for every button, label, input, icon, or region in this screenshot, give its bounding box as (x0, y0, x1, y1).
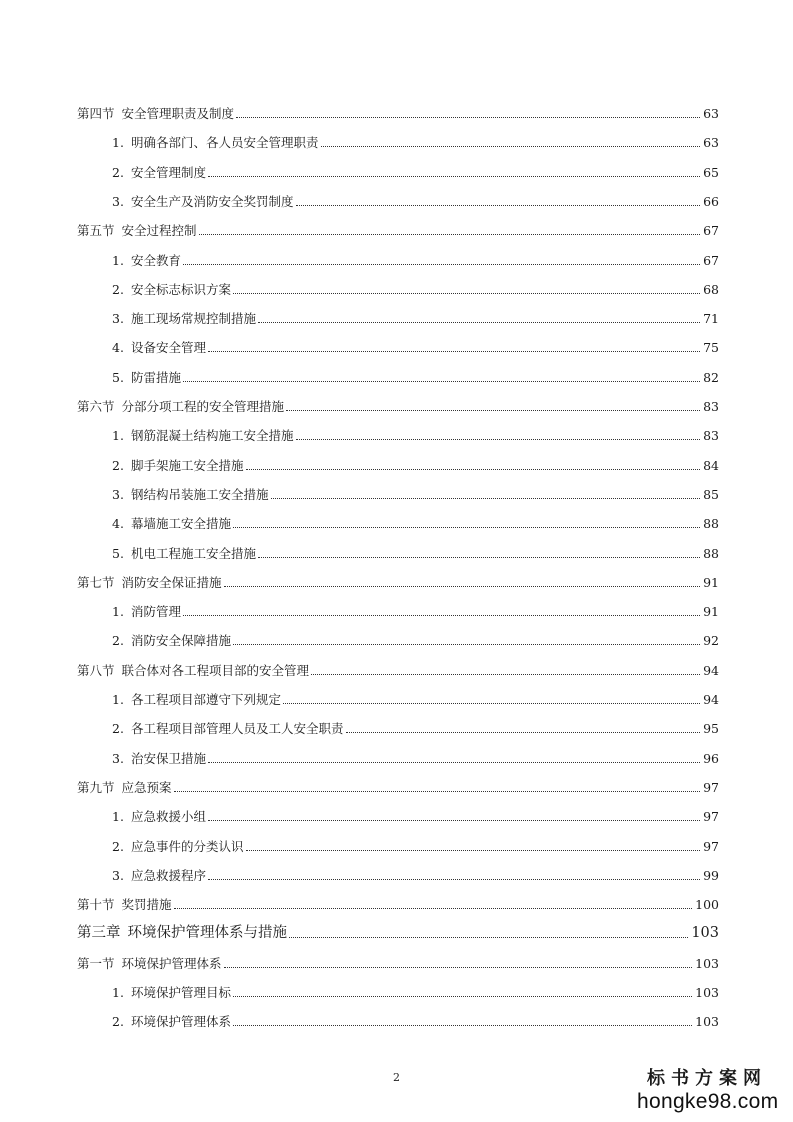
toc-entry-section (77, 897, 719, 913)
toc-entry-page: 85 (703, 486, 719, 502)
toc-entry-number: 第七节 (77, 574, 115, 590)
toc-entry-number: 1. (112, 809, 124, 825)
toc-entry-number: 第五节 (77, 223, 115, 239)
toc-entry-page: 71 (703, 311, 719, 327)
toc-entry-section (77, 575, 719, 591)
toc-entry-number: 2. (112, 281, 124, 297)
toc-entry-number: 4. (112, 340, 124, 356)
toc-entry-page: 94 (703, 662, 719, 678)
toc-entry-number: 第四节 (77, 106, 115, 121)
dot-leader (296, 438, 701, 440)
dot-leader (208, 878, 700, 880)
dot-leader (233, 995, 692, 997)
dot-leader (296, 204, 701, 206)
toc-entry-item (112, 428, 719, 444)
dot-leader (321, 145, 701, 147)
toc-entry-item (112, 253, 719, 269)
toc-entry-number: 3. (112, 193, 124, 209)
dot-leader (233, 1024, 692, 1026)
toc-entry-item (112, 340, 719, 356)
dot-leader (208, 819, 700, 821)
toc-entry-number: 2. (112, 633, 124, 649)
toc-entry-item (112, 1014, 719, 1030)
toc-entry-title: 安全管理职责及制度 (121, 106, 235, 121)
toc-entry-page: 84 (703, 457, 719, 473)
toc-entry-number: 3. (112, 486, 124, 502)
toc-entry-item (112, 751, 719, 767)
toc-entry-title: 环境保护管理目标 (131, 985, 232, 1000)
toc-entry-page: 94 (703, 692, 719, 707)
toc-entry-page: 103 (695, 955, 719, 971)
dot-leader (233, 526, 700, 528)
toc-entry-page: 65 (703, 164, 719, 180)
toc-entry-number: 1. (112, 985, 124, 1000)
toc-entry-number: 2. (112, 457, 124, 473)
toc-entry-section (77, 956, 719, 972)
toc-entry-title: 各工程项目部管理人员及工人安全职责 (131, 721, 344, 737)
toc-entry-page: 91 (703, 604, 719, 620)
toc-entry-number: 1. (112, 604, 124, 620)
toc-entry-page: 95 (703, 721, 719, 737)
toc-entry-title: 施工现场常规控制措施 (131, 311, 257, 327)
toc-entry-page: 103 (691, 925, 719, 942)
toc-entry-page: 103 (695, 1014, 719, 1030)
toc-entry-page: 91 (703, 574, 719, 590)
toc-entry-page: 63 (703, 106, 719, 121)
toc-entry-page: 63 (703, 135, 719, 151)
toc-entry-number: 1. (112, 692, 124, 707)
toc-entry-title: 环境保护管理体系与措施 (127, 925, 287, 942)
toc-entry-title: 应急救援程序 (131, 867, 207, 883)
dot-leader (208, 761, 700, 763)
toc-entry-title: 消防安全保障措施 (131, 633, 232, 649)
toc-entry-number: 2. (112, 721, 124, 737)
toc-entry-title: 环境保护管理体系 (121, 955, 222, 971)
toc-entry-page: 68 (703, 281, 719, 297)
dot-leader (224, 966, 693, 968)
toc-entry-chapter (77, 924, 719, 942)
toc-entry-number: 第九节 (77, 779, 115, 795)
toc-entry-item (112, 604, 719, 620)
toc-entry-page: 67 (703, 252, 719, 268)
toc-entry-item (112, 839, 719, 855)
toc-entry-item (112, 809, 719, 825)
toc-entry-item (112, 487, 719, 503)
toc-entry-item (112, 985, 719, 1001)
dot-leader (283, 702, 700, 704)
toc-entry-item (112, 516, 719, 532)
toc-entry-title: 钢筋混凝土结构施工安全措施 (131, 428, 294, 444)
toc-entry-title: 设备安全管理 (131, 340, 207, 356)
toc-entry-item (112, 311, 719, 327)
toc-entry-number: 第三章 (77, 925, 121, 942)
dot-leader (183, 614, 700, 616)
toc-entry-number: 2. (112, 1014, 124, 1030)
toc-entry-page: 75 (703, 340, 719, 356)
dot-leader (236, 116, 700, 118)
toc-entry-page: 103 (695, 985, 719, 1000)
toc-entry-number: 2. (112, 838, 124, 854)
toc-entry-section (77, 399, 719, 415)
toc-entry-title: 各工程项目部遵守下列规定 (131, 692, 282, 707)
toc-entry-item (112, 633, 719, 649)
toc-entry-title: 脚手架施工安全措施 (131, 457, 244, 473)
dot-leader (174, 790, 701, 792)
toc-entry-title: 钢结构吊装施工安全措施 (131, 486, 269, 502)
toc-entry-page: 88 (703, 516, 719, 532)
dot-leader (174, 907, 693, 909)
dot-leader (246, 468, 701, 470)
toc-entry-number: 5. (112, 369, 124, 385)
toc-entry-page: 88 (703, 545, 719, 561)
toc-entry-number: 1. (112, 428, 124, 444)
toc-entry-title: 奖罚措施 (121, 897, 172, 913)
toc-entry-item (112, 135, 719, 151)
toc-entry-page: 66 (703, 193, 719, 209)
toc-entry-section (77, 780, 719, 796)
toc-entry-number: 3. (112, 867, 124, 883)
dot-leader (271, 497, 701, 499)
toc-entry-number: 4. (112, 516, 124, 532)
dot-leader (286, 409, 700, 411)
toc-entry-item (112, 458, 719, 474)
toc-entry-title: 安全管理制度 (131, 164, 207, 180)
toc-entry-item (112, 868, 719, 884)
toc-entry-item (112, 165, 719, 181)
toc-entry-title: 应急救援小组 (131, 809, 207, 825)
dot-leader (233, 292, 700, 294)
toc-entry-number: 1. (112, 252, 124, 268)
toc-entry-title: 消防管理 (131, 604, 182, 620)
toc-entry-number: 第十节 (77, 897, 115, 913)
toc-entry-page: 97 (703, 779, 719, 795)
dot-leader (311, 673, 700, 675)
toc-entry-item (112, 282, 719, 298)
toc-entry-title: 明确各部门、各人员安全管理职责 (131, 135, 319, 151)
toc-entry-number: 第六节 (77, 399, 115, 414)
toc-entry-title: 安全过程控制 (121, 223, 197, 239)
toc-entry-title: 幕墙施工安全措施 (131, 516, 232, 532)
toc-entry-item (112, 546, 719, 562)
toc-entry-page: 97 (703, 838, 719, 854)
toc-entry-item (112, 721, 719, 737)
toc-entry-title: 治安保卫措施 (131, 750, 207, 766)
dot-leader (224, 585, 701, 587)
toc-entry-number: 3. (112, 750, 124, 766)
dot-leader (346, 731, 701, 733)
toc-entry-number: 第一节 (77, 955, 115, 971)
toc-entry-item (112, 370, 719, 386)
toc-entry-item (112, 194, 719, 210)
toc-entry-page: 82 (703, 369, 719, 385)
toc-entry-number: 第八节 (77, 662, 115, 678)
toc-entry-title: 分部分项工程的安全管理措施 (121, 399, 285, 414)
dot-leader (183, 380, 700, 382)
toc-entry-section (77, 223, 719, 239)
dot-leader (258, 556, 700, 558)
toc-entry-section (77, 106, 719, 122)
toc-entry-number: 5. (112, 545, 124, 561)
toc-entry-page: 99 (703, 867, 719, 883)
toc-entry-title: 联合体对各工程项目部的安全管理 (121, 662, 310, 678)
toc-entry-page: 97 (703, 809, 719, 825)
dot-leader (208, 175, 700, 177)
toc-entry-title: 安全标志标识方案 (131, 281, 232, 297)
watermark-logo (637, 1068, 777, 1114)
dot-leader (289, 936, 688, 938)
toc-entry-number: 3. (112, 311, 124, 327)
toc-entry-title: 防雷措施 (131, 369, 182, 385)
toc-entry-page: 67 (703, 223, 719, 239)
toc-entry-title: 消防安全保证措施 (121, 574, 222, 590)
toc-entry-page: 92 (703, 633, 719, 649)
dot-leader (199, 233, 701, 235)
toc-entry-title: 应急预案 (121, 779, 172, 795)
dot-leader (246, 849, 701, 851)
toc-entry-title: 安全教育 (131, 252, 182, 268)
toc-entry-title: 机电工程施工安全措施 (131, 545, 257, 561)
toc-entry-page: 83 (703, 399, 719, 414)
toc-entry-title: 安全生产及消防安全奖罚制度 (131, 193, 294, 209)
toc-entry-title: 环境保护管理体系 (131, 1014, 232, 1030)
dot-leader (208, 350, 700, 352)
dot-leader (233, 643, 700, 645)
toc-entry-section (77, 663, 719, 679)
dot-leader (183, 263, 700, 265)
watermark-url: hongke98.com (637, 1090, 779, 1113)
toc-entry-number: 1. (112, 135, 124, 151)
toc-entry-page: 96 (703, 750, 719, 766)
page-number: 2 (393, 1071, 400, 1084)
toc-entry-title: 应急事件的分类认识 (131, 838, 244, 854)
toc-entry-number: 2. (112, 164, 124, 180)
watermark-chinese: 标书方案网 (647, 1068, 767, 1089)
toc-entry-page: 100 (695, 897, 719, 913)
toc-entry-page: 83 (703, 428, 719, 444)
toc-entry-item (112, 692, 719, 708)
dot-leader (258, 321, 700, 323)
